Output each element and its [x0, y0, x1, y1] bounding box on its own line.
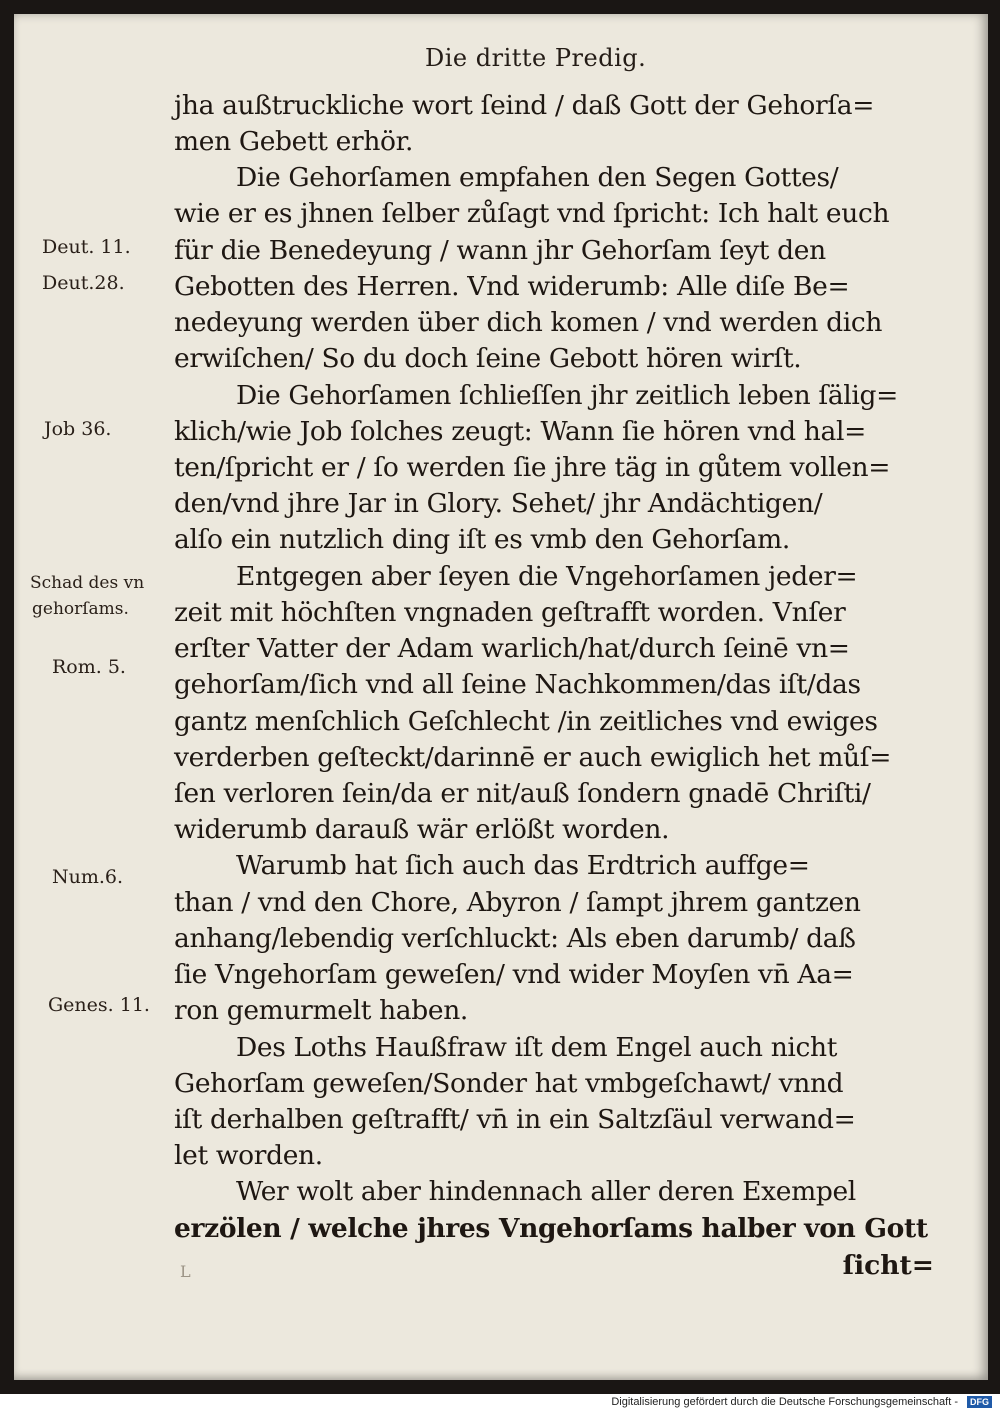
text-line: Gebotten des Herren. Vnd widerumb: Alle diſe Be=	[174, 271, 850, 302]
text-line: Die Gehorſamen ſchlieſſen jhr zeitlich leben ſälig=	[236, 380, 899, 411]
text-line: Warumb hat ſich auch das Erdtrich auffge=	[236, 850, 810, 881]
text-line: iſt derhalben geſtrafft/ vn̄ in ein Saltzſäul verwand=	[174, 1104, 856, 1135]
text-line: nedeyung werden über dich komen / vnd werden dich	[174, 307, 883, 338]
running-head: Die dritte Predig.	[425, 44, 647, 72]
text-line: Gehorſam geweſen/Sonder hat vmbgeſchawt/ vnnd	[174, 1068, 844, 1099]
margin-note-genes-11: Genes. 11.	[48, 994, 150, 1016]
text-line: Wer wolt aber hindennach aller deren Exempel	[236, 1176, 856, 1207]
text-line: wie er es jhnen ſelber zůſagt vnd ſpricht: Ich halt euch	[174, 198, 890, 229]
text-line: widerumb darauß wär erlößt worden.	[174, 814, 670, 845]
text-line: jha außtruckliche wort ſeind / daß Gott der Gehorſa=	[174, 90, 875, 121]
text-line: Entgegen aber ſeyen die Vngehorſamen jeder=	[236, 561, 858, 592]
text-line: erwiſchen/ So du doch ſeine Gebott hören wirſt.	[174, 343, 802, 374]
text-line: zeit mit höchſten vngnaden geſtrafft worden. Vnſer	[174, 597, 846, 628]
text-line: than / vnd den Chore, Abyron / ſampt jhrem gantzen	[174, 887, 861, 918]
catchword: ſicht=	[842, 1250, 934, 1281]
margin-note-job-36: Job 36.	[44, 418, 112, 440]
margin-note-deut-28: Deut.28.	[42, 272, 125, 294]
text-line: gehorſam/ſich vnd all ſeine Nachkommen/das iſt/das	[174, 669, 861, 700]
text-line: für die Benedeyung / wann jhr Gehorſam ſeyt den	[174, 235, 826, 266]
text-line: verderben geſteckt/darinnē er auch ewiglich het můſ=	[174, 742, 892, 773]
text-line: ſen verloren ſein/da er nit/auß ſondern gnadē Chriſti/	[174, 778, 871, 809]
signature-mark: L	[180, 1262, 191, 1281]
text-line: den/vnd jhre Jar in Glory. Sehet/ jhr Andächtigen/	[174, 488, 823, 519]
text-line: Die Gehorſamen empfahen den Segen Gottes/	[236, 162, 839, 193]
text-line: ron gemurmelt haben.	[174, 995, 468, 1026]
margin-note-deut-11: Deut. 11.	[42, 236, 131, 258]
text-line: Des Loths Haußfraw iſt dem Engel auch nicht	[236, 1032, 838, 1063]
text-line: erzölen / welche jhres Vngehorſams halber von Gott	[174, 1213, 928, 1244]
text-line: let worden.	[174, 1140, 323, 1171]
margin-note-schad-2: gehorſams.	[32, 599, 129, 619]
text-line: men Gebett erhör.	[174, 126, 414, 157]
margin-note-rom-5: Rom. 5.	[52, 656, 126, 678]
footer-bar	[0, 1394, 1000, 1411]
text-line: ten/ſpricht er / ſo werden ſie jhre täg in gůtem vollen=	[174, 452, 891, 483]
text-line: ſie Vngehorſam geweſen/ vnd wider Moyſen vn̄ Aa=	[174, 959, 854, 990]
text-line: erſter Vatter der Adam warlich/hat/durch ſeinē vn=	[174, 633, 850, 664]
margin-note-num-6: Num.6.	[52, 866, 124, 888]
dfg-logo-icon: DFG	[967, 1396, 992, 1408]
footer-credit: Digitalisierung gefördert durch die Deutsche Forschungsgemeinschaft -	[611, 1396, 958, 1408]
text-line: klich/wie Job ſolches zeugt: Wann ſie hören vnd hal=	[174, 416, 866, 447]
text-line: alſo ein nutzlich ding iſt es vmb den Gehorſam.	[174, 524, 790, 555]
margin-note-schad-1: Schad des vn	[30, 573, 145, 593]
text-line: gantz menſchlich Geſchlecht /in zeitliches vnd ewiges	[174, 706, 878, 737]
text-line: anhang/lebendig verſchluckt: Als eben darumb/ daß	[174, 923, 856, 954]
